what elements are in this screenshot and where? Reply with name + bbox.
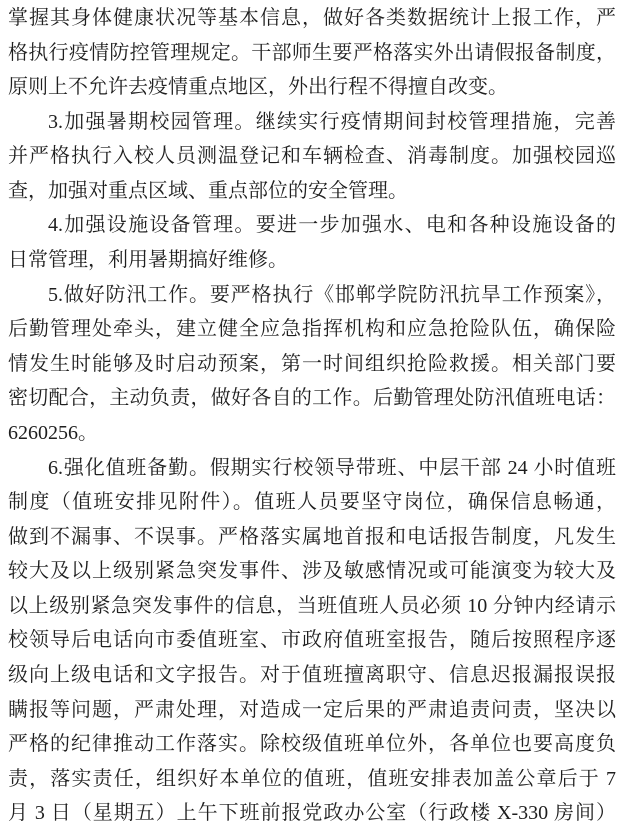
text-line: 校领导后电话向市委值班室、市政府值班室报告，随后按照程序逐 (8, 629, 616, 652)
text-line: 密切配合，主动负责，做好各自的工作。后勤管理处防汛值班电话： (8, 387, 616, 410)
text-line: 3.加强暑期校园管理。继续实行疫情期间封校管理措施，完善 (48, 110, 616, 133)
text-line: 并严格执行入校人员测温登记和车辆检查、消毒制度。加强校园巡 (8, 145, 616, 168)
text-line: 原则上不允许去疫情重点地区，外出行程不得擅自改变。 (8, 76, 508, 99)
text-line: 月 3 日（星期五）上午下班前报党政办公室（行政楼 X-330 房间） (8, 802, 616, 825)
text-line: 制度（值班安排见附件）。值班人员要坚守岗位，确保信息畅通， (8, 491, 616, 514)
text-line: 查，加强对重点区域、重点部位的安全管理。 (8, 179, 408, 202)
text-line: 瞒报等问题，严肃处理，对造成一定后果的严肃追责问责，坚决以 (8, 698, 616, 721)
text-line: 以上级别紧急突发事件的信息，当班值班人员必须 10 分钟内经请示 (8, 594, 616, 617)
text-line: 4.加强设施设备管理。要进一步加强水、电和各种设施设备的 (48, 214, 616, 237)
text-line: 5.做好防汛工作。要严格执行《邯郸学院防汛抗旱工作预案》， (48, 283, 616, 306)
text-line: 掌握其身体健康状况等基本信息，做好各类数据统计上报工作，严 (8, 7, 616, 29)
text-line: 较大及以上级别紧急突发事件、涉及敏感情况或可能演变为较大及 (8, 560, 616, 583)
text-line: 严格的纪律推动工作落实。除校级值班单位外，各单位也要高度负 (8, 733, 616, 756)
text-line: 做到不漏事、不误事。严格落实属地首报和电话报告制度，凡发生 (8, 525, 616, 548)
text-line: 日常管理，利用暑期搞好维修。 (8, 249, 288, 272)
text-line: 级向上级电话和文字报告。对于值班擅离职守、信息迟报漏报误报 (8, 663, 616, 686)
text-line: 情发生时能够及时启动预案，第一时间组织抢险救援。相关部门要 (8, 352, 616, 375)
text-line: 6.强化值班备勤。假期实行校领导带班、中层干部 24 小时值班 (48, 456, 616, 479)
text-line: 后勤管理处牵头，建立健全应急指挥机构和应急抢险队伍，确保险 (8, 318, 616, 341)
text-line: 格执行疫情防控管理规定。干部师生要严格落实外出请假报备制度， (8, 41, 616, 64)
text-line: 6260256。 (8, 421, 98, 444)
text-line: 责，落实责任，组织好本单位的值班，值班安排表加盖公章后于 7 (8, 767, 616, 790)
